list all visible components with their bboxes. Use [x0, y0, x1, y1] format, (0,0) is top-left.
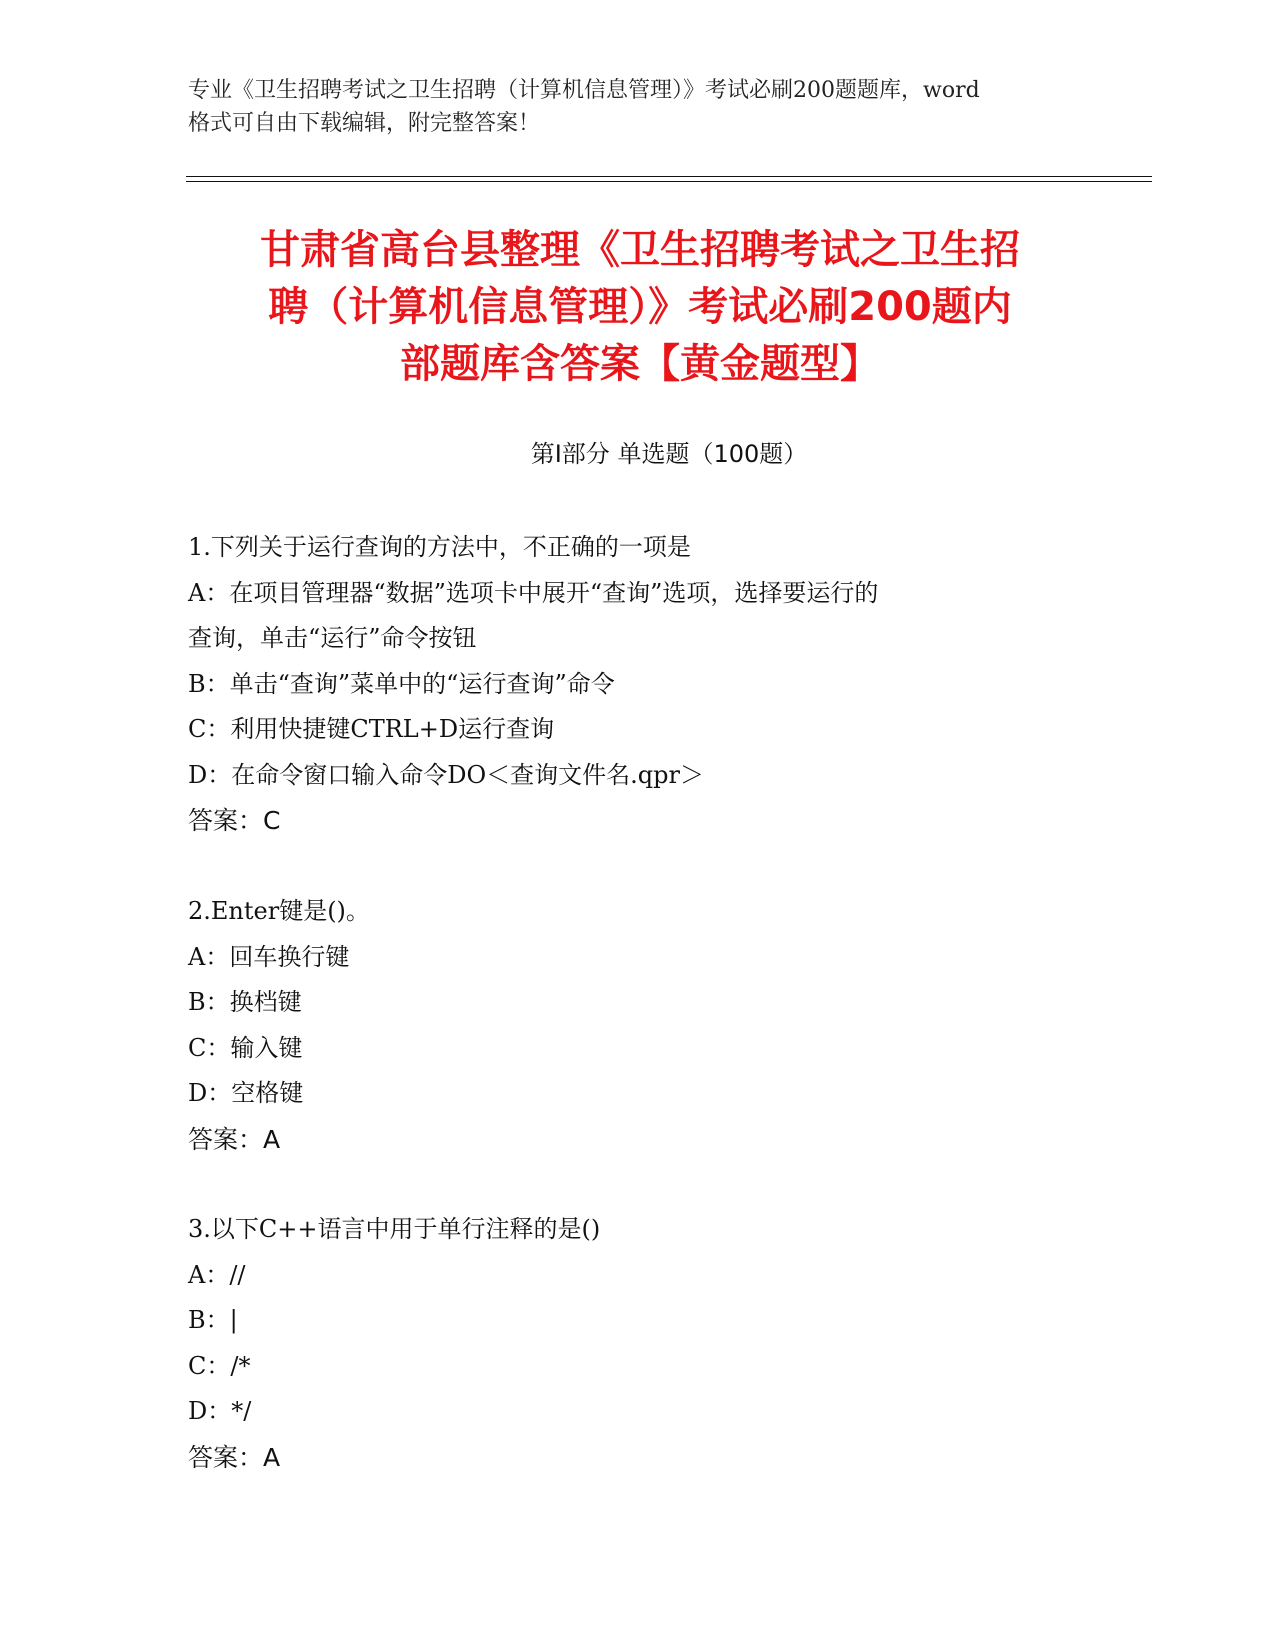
question-1	[188, 525, 1088, 844]
answer: 答案：A	[188, 1442, 281, 1472]
document-title	[160, 222, 1120, 393]
section-title: 第Ⅰ部分 单选题（100题）	[530, 440, 808, 468]
document-title-line-3: 部题库含答案【黄金题型】	[400, 341, 880, 387]
option-a-continued: 查询，单击“运行”命令按钮	[188, 624, 477, 652]
option-a: A：回车换行键	[188, 942, 350, 971]
option-c: C：利用快捷键CTRL+D运行查询	[188, 715, 555, 743]
option-d: D：空格键	[188, 1079, 304, 1107]
option-a: A：//	[188, 1260, 246, 1289]
question-stem: 3.以下C++语言中用于单行注释的是()	[188, 1215, 601, 1243]
option-d: D：*/	[188, 1397, 252, 1425]
option-b: B：|	[188, 1306, 238, 1334]
header-note-line-2: 格式可自由下载编辑，附完整答案！	[188, 111, 541, 136]
document-title-line-2: 聘（计算机信息管理）》考试必刷200题内	[268, 284, 1012, 330]
answer: 答案：C	[188, 806, 281, 835]
answer: 答案：A	[188, 1124, 281, 1154]
question-stem: 1.下列关于运行查询的方法中，不正确的一项是	[188, 533, 691, 561]
option-b: B：单击“查询”菜单中的“运行查询”命令	[188, 669, 615, 698]
option-a: A：在项目管理器“数据”选项卡中展开“查询”选项，选择要运行的	[188, 578, 879, 607]
header-divider-thick	[186, 176, 1152, 177]
document-title-line-1: 甘肃省高台县整理《卫生招聘考试之卫生招	[260, 227, 1020, 273]
option-b: B：换档键	[188, 988, 302, 1016]
question-stem: 2.Enter键是()。	[188, 897, 370, 925]
option-c: C：/*	[188, 1351, 251, 1380]
option-c: C：输入键	[188, 1033, 303, 1062]
question-2	[188, 889, 1088, 1162]
question-3	[188, 1207, 1088, 1480]
option-d: D：在命令窗口输入命令DO＜查询文件名.qpr＞	[188, 760, 704, 789]
header-divider-thin	[186, 181, 1152, 182]
header-note	[188, 74, 1088, 140]
header-note-line-1: 专业《卫生招聘考试之卫生招聘（计算机信息管理）》考试必刷200题题库，word	[188, 78, 980, 103]
